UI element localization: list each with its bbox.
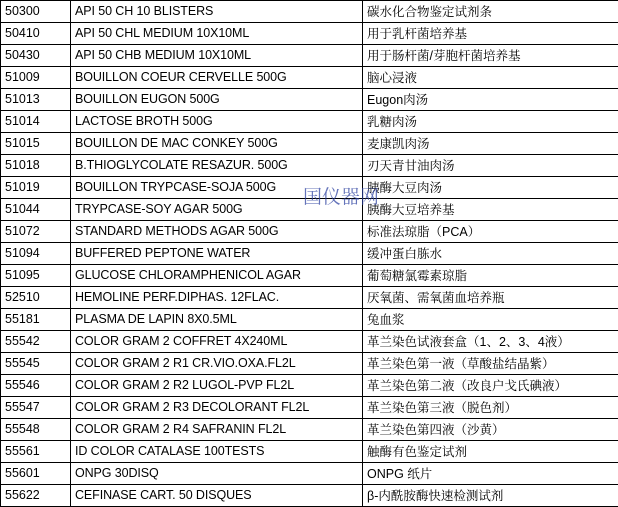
- product-code: 55561: [1, 441, 71, 463]
- product-name: BOUILLON EUGON 500G: [71, 89, 363, 111]
- product-name: ID COLOR CATALASE 100TESTS: [71, 441, 363, 463]
- product-name: ONPG 30DISQ: [71, 463, 363, 485]
- product-name: COLOR GRAM 2 R2 LUGOL-PVP FL2L: [71, 375, 363, 397]
- product-name-cn: 革兰染色第三液（脱色剂）: [363, 397, 618, 419]
- table-row: [1, 133, 618, 155]
- table-row: [1, 375, 618, 397]
- product-code: 55548: [1, 419, 71, 441]
- product-name-cn: 革兰染色第二液（改良户戈氏碘液）: [363, 375, 618, 397]
- product-name: API 50 CHB MEDIUM 10X10ML: [71, 45, 363, 67]
- product-name: API 50 CH 10 BLISTERS: [71, 1, 363, 23]
- product-code: 50410: [1, 23, 71, 45]
- product-code: 55181: [1, 309, 71, 331]
- table-row: [1, 111, 618, 133]
- product-name-cn: 革兰染色试液套盒（1、2、3、4液）: [363, 331, 618, 353]
- table-row: [1, 177, 618, 199]
- product-code: 50430: [1, 45, 71, 67]
- product-name-cn: 用于肠杆菌/芽胞杆菌培养基: [363, 45, 618, 67]
- product-name-cn: 麦康凯肉汤: [363, 133, 618, 155]
- product-name: GLUCOSE CHLORAMPHENICOL AGAR: [71, 265, 363, 287]
- table-row: [1, 441, 618, 463]
- product-code: 55601: [1, 463, 71, 485]
- product-name-cn: 刃天青甘油肉汤: [363, 155, 618, 177]
- product-code: 55622: [1, 485, 71, 507]
- product-code: 50300: [1, 1, 71, 23]
- product-name: API 50 CHL MEDIUM 10X10ML: [71, 23, 363, 45]
- product-name: LACTOSE BROTH 500G: [71, 111, 363, 133]
- product-name-cn: 胰酶大豆肉汤: [363, 177, 618, 199]
- product-code: 55545: [1, 353, 71, 375]
- product-name-cn: 革兰染色第四液（沙黄）: [363, 419, 618, 441]
- product-code: 51015: [1, 133, 71, 155]
- product-name-cn: ONPG 纸片: [363, 463, 618, 485]
- table-row: [1, 1, 618, 23]
- product-name-cn: 兔血浆: [363, 309, 618, 331]
- product-name: B.THIOGLYCOLATE RESAZUR. 500G: [71, 155, 363, 177]
- table-row: [1, 353, 618, 375]
- product-name-cn: 厌氧菌、需氧菌血培养瓶: [363, 287, 618, 309]
- product-code: 55547: [1, 397, 71, 419]
- table-body: [1, 1, 618, 507]
- product-name-cn: β-内酰胺酶快速检测试剂: [363, 485, 618, 507]
- product-name: PLASMA DE LAPIN 8X0.5ML: [71, 309, 363, 331]
- product-name: TRYPCASE-SOY AGAR 500G: [71, 199, 363, 221]
- table-row: [1, 221, 618, 243]
- product-name: COLOR GRAM 2 R3 DECOLORANT FL2L: [71, 397, 363, 419]
- product-name-cn: 脑心浸液: [363, 67, 618, 89]
- table-row: [1, 419, 618, 441]
- table-row: [1, 463, 618, 485]
- product-name-cn: 缓冲蛋白胨水: [363, 243, 618, 265]
- product-name-cn: 葡萄糖氯霉素琼脂: [363, 265, 618, 287]
- table-row: [1, 45, 618, 67]
- table-row: [1, 485, 618, 507]
- product-code: 55542: [1, 331, 71, 353]
- watermark-text: 国仪器网: [303, 182, 379, 209]
- table-row: [1, 155, 618, 177]
- product-name: STANDARD METHODS AGAR 500G: [71, 221, 363, 243]
- product-name-cn: 用于乳杆菌培养基: [363, 23, 618, 45]
- table-row: [1, 287, 618, 309]
- table-row: [1, 265, 618, 287]
- table-row: [1, 309, 618, 331]
- product-name-cn: 标准法琼脂（PCA）: [363, 221, 618, 243]
- product-code: 51072: [1, 221, 71, 243]
- product-code: 51009: [1, 67, 71, 89]
- product-name: COLOR GRAM 2 COFFRET 4X240ML: [71, 331, 363, 353]
- table-row: [1, 199, 618, 221]
- table-row: [1, 243, 618, 265]
- product-name: BUFFERED PEPTONE WATER: [71, 243, 363, 265]
- product-name-cn: 乳糖肉汤: [363, 111, 618, 133]
- product-name: COLOR GRAM 2 R4 SAFRANIN FL2L: [71, 419, 363, 441]
- product-code: 51019: [1, 177, 71, 199]
- table-row: [1, 23, 618, 45]
- product-name-cn: Eugon肉汤: [363, 89, 618, 111]
- product-code: 51013: [1, 89, 71, 111]
- product-name-cn: 革兰染色第一液（草酸盐结晶紫）: [363, 353, 618, 375]
- product-name: COLOR GRAM 2 R1 CR.VIO.OXA.FL2L: [71, 353, 363, 375]
- product-name: BOUILLON DE MAC CONKEY 500G: [71, 133, 363, 155]
- table-row: [1, 89, 618, 111]
- product-code: 52510: [1, 287, 71, 309]
- product-name: BOUILLON COEUR CERVELLE 500G: [71, 67, 363, 89]
- table-row: [1, 67, 618, 89]
- product-code: 51095: [1, 265, 71, 287]
- product-code: 55546: [1, 375, 71, 397]
- product-name-cn: 触酶有色鉴定试剂: [363, 441, 618, 463]
- product-code: 51094: [1, 243, 71, 265]
- table-row: [1, 331, 618, 353]
- product-name: CEFINASE CART. 50 DISQUES: [71, 485, 363, 507]
- product-name-cn: 胰酶大豆培养基: [363, 199, 618, 221]
- product-name: HEMOLINE PERF.DIPHAS. 12FLAC.: [71, 287, 363, 309]
- product-name: BOUILLON TRYPCASE-SOJA 500G: [71, 177, 363, 199]
- product-name-cn: 碳水化合物鉴定试剂条: [363, 1, 618, 23]
- product-code: 51018: [1, 155, 71, 177]
- product-code: 51014: [1, 111, 71, 133]
- table-row: [1, 397, 618, 419]
- product-code: 51044: [1, 199, 71, 221]
